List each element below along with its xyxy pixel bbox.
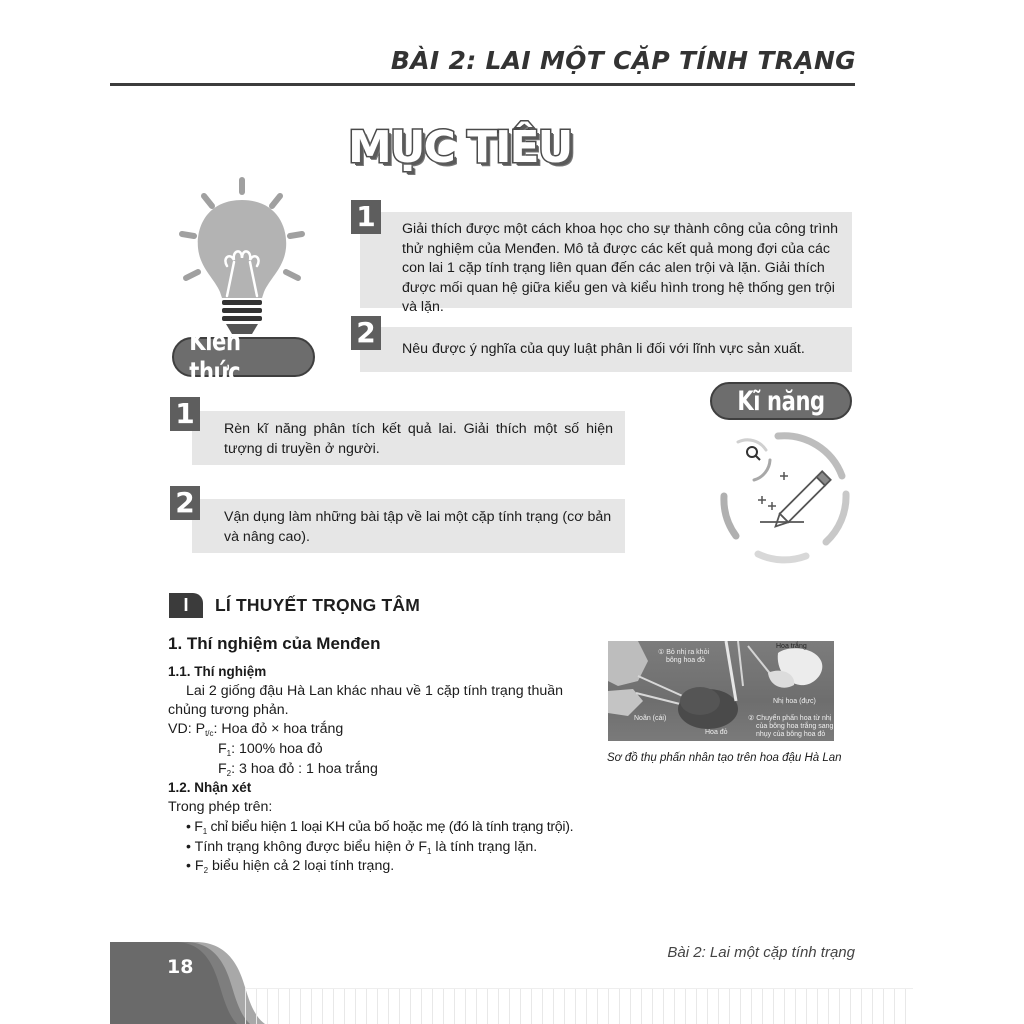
text-line: và nâng cao).: [224, 528, 310, 545]
experiment-text: chủng tương phản.: [168, 702, 289, 718]
text: VD: P: [168, 721, 206, 737]
subscript: 1: [226, 749, 232, 758]
remark-bullet: [186, 839, 537, 856]
knowledge-item-2: [360, 327, 852, 372]
experiment-text: Lai 2 giống đậu Hà Lan khác nhau về 1 cặp tính trạng thuần: [186, 683, 564, 699]
text: nhụy của bông hoa đỏ: [756, 731, 826, 738]
subscript: 1: [202, 827, 207, 836]
objectives-title: MỤC TIÊU: [348, 122, 572, 173]
text: : 100% hoa đỏ: [231, 741, 323, 757]
figure-label: [658, 649, 709, 665]
theory-heading: 1. Thí nghiệm của Menđen: [168, 634, 381, 653]
skills-item-1: [192, 411, 625, 465]
remark-bullet: [186, 858, 394, 875]
experiment-heading: 1.1. Thí nghiệm: [168, 664, 267, 679]
text: ② Chuyển phấn hoa từ nhị: [748, 715, 832, 722]
text: : 3 hoa đỏ : 1 hoa trắng: [231, 761, 378, 777]
knowledge-number-2: 2: [351, 316, 381, 350]
text-line: Vận dụng làm những bài tập về lai một cặp tính trạng (cơ bản: [224, 509, 612, 525]
subscript: 2: [203, 866, 209, 875]
knowledge-label: Kiến thức: [172, 337, 315, 377]
knowledge-number-1: 1: [351, 200, 381, 234]
section-number-badge: I: [169, 593, 203, 618]
text-line: Rèn kĩ năng phân tích kết quả lai. Giải thích một số hiện: [224, 421, 613, 437]
running-title: Bài 2: Lai một cặp tính trạng: [667, 944, 855, 961]
knowledge-item-1: [360, 212, 852, 315]
figure-label: Hoa trắng: [776, 643, 807, 650]
page-number: 18: [167, 956, 194, 978]
text: bông hoa đỏ: [666, 657, 705, 664]
subscript: 2: [226, 769, 232, 778]
text: • Tính trạng không được biểu hiện ở F: [186, 839, 428, 855]
remarks-intro: Trong phép trên:: [168, 799, 273, 815]
pollination-diagram: [608, 641, 834, 741]
pencil-magnifier-icon: [718, 426, 858, 566]
text: của bông hoa trắng sang: [756, 723, 834, 730]
lesson-title: BÀI 2: LAI MỘT CẶP TÍNH TRẠNG: [390, 46, 856, 75]
text: F: [218, 761, 227, 777]
example-f2: [218, 761, 378, 778]
section-title: LÍ THUYẾT TRỌNG TÂM: [215, 595, 421, 615]
skills-number-1: 1: [170, 397, 200, 431]
remarks-heading: 1.2. Nhận xét: [168, 780, 252, 795]
text: là tính trạng lặn.: [431, 839, 538, 855]
skills-label: Kĩ năng: [710, 382, 852, 420]
figure-label: Noãn (cái): [634, 715, 667, 722]
remark-bullet: [186, 819, 573, 836]
text-line: Giải thích được một cách khoa học cho sự thành công của công trình: [402, 221, 839, 237]
header-rule: [110, 83, 855, 86]
figure-label: [748, 715, 833, 739]
text: biểu hiện cả 2 loại tính trạng.: [208, 858, 395, 874]
text: chỉ biểu hiện 1 loại KH của bố hoặc mẹ (đó là tính trạng trội).: [206, 819, 574, 835]
text: ① Bỏ nhị ra khỏi: [658, 649, 710, 656]
text-line: con lai 1 cặp tính trạng liên quan đến các alen trội và lặn. Giải thích: [402, 260, 825, 276]
example-f1: [218, 741, 323, 758]
text: • F: [186, 819, 203, 835]
skills-item-2: [192, 499, 625, 553]
figure-caption: Sơ đồ thụ phấn nhân tạo trên hoa đậu Hà Lan: [607, 752, 842, 764]
text-line: thử nghiệm của Menđen. Mô tả được các kết quả mong đợi của các: [402, 240, 830, 257]
text-line: được mối quan hệ giữa kiểu gen và kiểu hình trong hệ thống gen trội: [402, 279, 835, 296]
subscript: t/c: [205, 729, 214, 738]
figure-label: Nhị hoa (đực): [773, 698, 816, 705]
text-line: Nêu được ý nghĩa của quy luật phân li đối với lĩnh vực sản xuất.: [402, 341, 805, 357]
footer-ruled-strip: [245, 988, 913, 1024]
figure-label: Hoa đỏ: [705, 729, 728, 736]
subscript: 1: [427, 847, 432, 856]
example-parents: [168, 721, 343, 738]
lightbulb-icon: [172, 174, 312, 339]
text: F: [218, 741, 227, 757]
text: • F: [186, 858, 204, 874]
text: : Hoa đỏ × hoa trắng: [213, 721, 344, 737]
text-line: tượng di truyền ở người.: [224, 440, 380, 457]
text-line: và lặn.: [402, 299, 444, 315]
skills-number-2: 2: [170, 486, 200, 520]
